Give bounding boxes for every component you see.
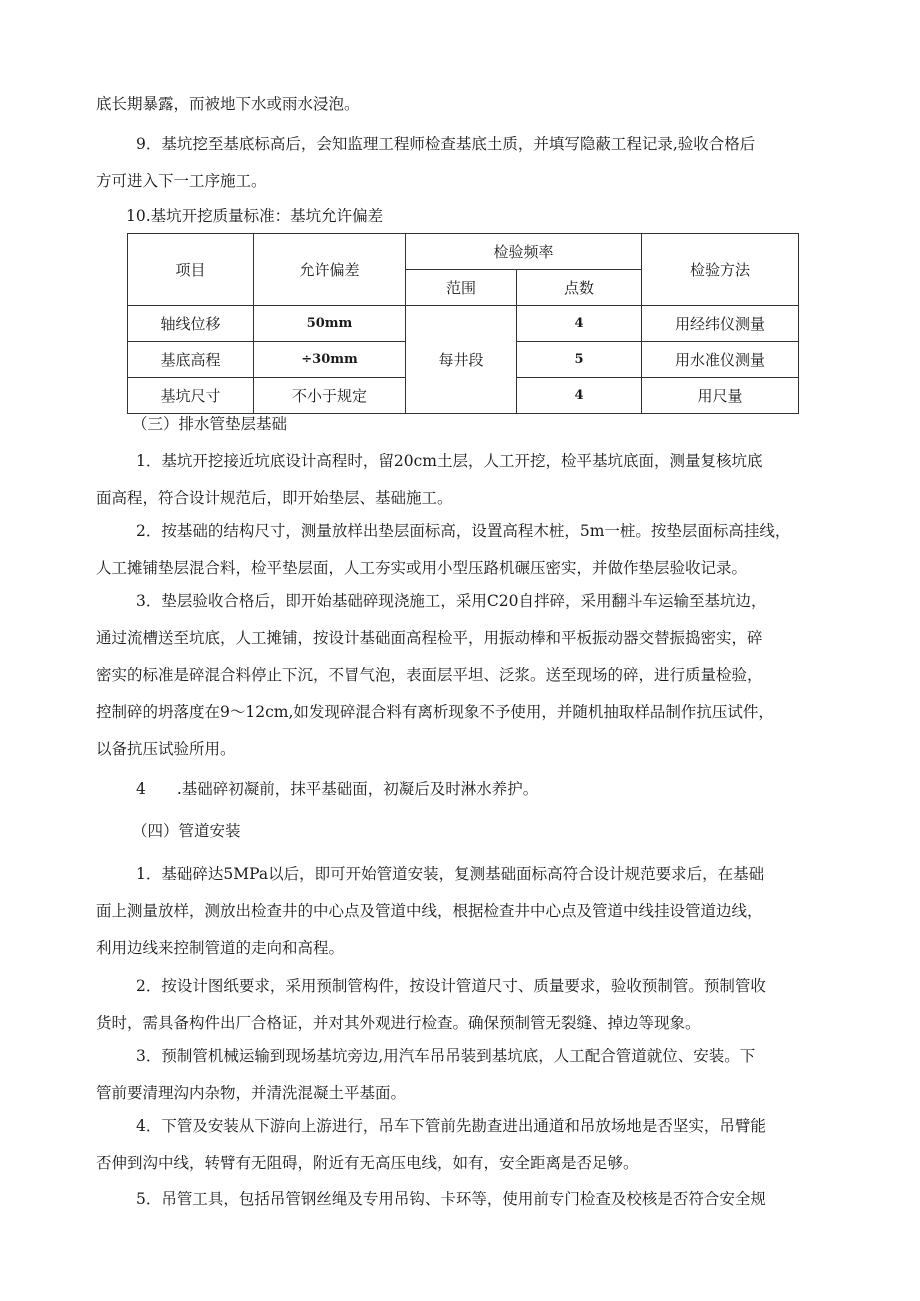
text-line: 2．按基础的结构尺寸，测量放样出垫层面标高，设置高程木桩，5m一桩。按垫层面标高挂线， bbox=[136, 522, 791, 540]
text-line: 密实的标准是碎混合料停止下沉，不冒气泡，表面层平坦、泛浆。送至现场的碎，进行质量检验， bbox=[96, 666, 763, 684]
text-line: 通过流槽送至坑底，人工摊铺，按设计基础面高程检平，用振动棒和平板振动器交替振捣密实，碎 bbox=[96, 629, 763, 647]
section-heading-4 bbox=[96, 813, 836, 850]
text-line: 底长期暴露，而被地下水或雨水浸泡。 bbox=[96, 95, 360, 113]
text-line: 5．吊管工具，包括吊管钢丝绳及专用吊钩、卡环等，使用前专门检查及校核是否符合安全规 bbox=[136, 1190, 766, 1208]
text-line: 控制碎的坍落度在9～12cm,如发现碎混合料有离析现象不予使用，并随机抽取样品制作抗压试件， bbox=[96, 703, 774, 721]
cell-item: 基底高程 bbox=[128, 342, 254, 378]
cell-method: 用经纬仪测量 bbox=[642, 306, 799, 342]
cell-tolerance: 不小于规定 bbox=[254, 378, 406, 414]
text-line: 4 .基础碎初凝前，抹平基础面，初凝后及时淋水养护。 bbox=[136, 780, 539, 798]
paragraph-s3-3 bbox=[96, 583, 836, 768]
paragraph-s3-4 bbox=[96, 771, 836, 808]
header-tolerance: 允许偏差 bbox=[254, 234, 406, 306]
cell-item: 轴线位移 bbox=[128, 306, 254, 342]
paragraph-s4-5 bbox=[96, 1181, 836, 1218]
paragraph-s4-4 bbox=[96, 1108, 836, 1182]
table-header-row bbox=[128, 234, 799, 270]
text-line: （四）管道安装 bbox=[132, 822, 241, 840]
text-line: 3．预制管机械运输到现场基坑旁边,用汽车吊吊装到基坑底，人工配合管道就位、安装。下 bbox=[136, 1047, 756, 1065]
text-line: 否伸到沟中线，转臂有无阻碍，附近有无高压电线，如有，安全距离是否足够。 bbox=[96, 1154, 639, 1172]
cell-tolerance: 50mm bbox=[254, 306, 406, 342]
paragraph-s3-1 bbox=[96, 443, 836, 517]
header-points: 点数 bbox=[517, 270, 642, 306]
cell-range: 每井段 bbox=[406, 306, 517, 414]
text-line: 利用边线来控制管道的走向和高程。 bbox=[96, 939, 345, 957]
text-line: 1．基坑开挖接近坑底设计高程时，留20cm土层，人工开挖，检平基坑底面，测量复核坑底 bbox=[136, 452, 763, 470]
header-frequency: 检验频率 bbox=[406, 234, 642, 270]
cell-points: 4 bbox=[517, 306, 642, 342]
text-line: 以备抗压试验所用。 bbox=[96, 740, 236, 758]
text-line: 1．基础碎达5MPa以后，即可开始管道安装，复测基础面标高符合设计规范要求后，在基础 bbox=[136, 865, 765, 883]
text-line: 方可进入下一工序施工。 bbox=[96, 172, 267, 190]
text-line: 3．垫层验收合格后，即开始基础碎现浇施工，采用C20自拌碎，采用翻斗车运输至基坑边， bbox=[136, 592, 767, 610]
text-line: 9．基坑挖至基底标高后，会知监理工程师检查基底土质，并填写隐蔽工程记录,验收合格后 bbox=[136, 135, 756, 153]
cell-item: 基坑尺寸 bbox=[128, 378, 254, 414]
section-heading-3 bbox=[96, 407, 836, 441]
cell-method: 用尺量 bbox=[642, 378, 799, 414]
table-row bbox=[128, 306, 799, 342]
text-line: 面高程，符合设计规范后，即开始垫层、基础施工。 bbox=[96, 489, 453, 507]
cell-points: 4 bbox=[517, 378, 642, 414]
paragraph-s4-1 bbox=[96, 856, 836, 967]
header-item: 项目 bbox=[128, 234, 254, 306]
tolerance-table bbox=[127, 233, 799, 414]
header-method: 检验方法 bbox=[642, 234, 799, 306]
header-range: 范围 bbox=[406, 270, 517, 306]
paragraph-s4-3 bbox=[96, 1038, 836, 1112]
text-line: 4．下管及安装从下游向上游进行，吊车下管前先勘查进出通道和吊放场地是否坚实，吊臂能 bbox=[136, 1117, 766, 1135]
text-line: （三）排水管垫层基础 bbox=[132, 415, 288, 433]
text-line: 人工摊铺垫层混合料，检平垫层面，人工夯实或用小型压路机碾压密实，并做作垫层验收记录。 bbox=[96, 559, 748, 577]
text-line: 面上测量放样，测放出检查井的中心点及管道中线，根据检查井中心点及管道中线挂设管道边线， bbox=[96, 902, 763, 920]
text-line: 管前要清理沟内杂物，并清洗混凝土平基面。 bbox=[96, 1084, 407, 1102]
text-line: 货时，需具备构件出厂合格证，并对其外观进行检查。确保预制管无裂缝、掉边等现象。 bbox=[96, 1014, 701, 1032]
paragraph-item-10 bbox=[96, 199, 836, 233]
cell-method: 用水准仪测量 bbox=[642, 342, 799, 378]
cell-points: 5 bbox=[517, 342, 642, 378]
paragraph-s4-2 bbox=[96, 968, 836, 1042]
text-line: 2．按设计图纸要求，采用预制管构件，按设计管道尺寸、质量要求，验收预制管。预制管收 bbox=[136, 977, 766, 995]
paragraph-item-9 bbox=[96, 126, 836, 200]
paragraph-s3-2 bbox=[96, 513, 836, 587]
text-line: 10.基坑开挖质量标准：基坑允许偏差 bbox=[126, 207, 384, 225]
paragraph-continuation bbox=[96, 86, 836, 123]
cell-tolerance: ÷30mm bbox=[254, 342, 406, 378]
